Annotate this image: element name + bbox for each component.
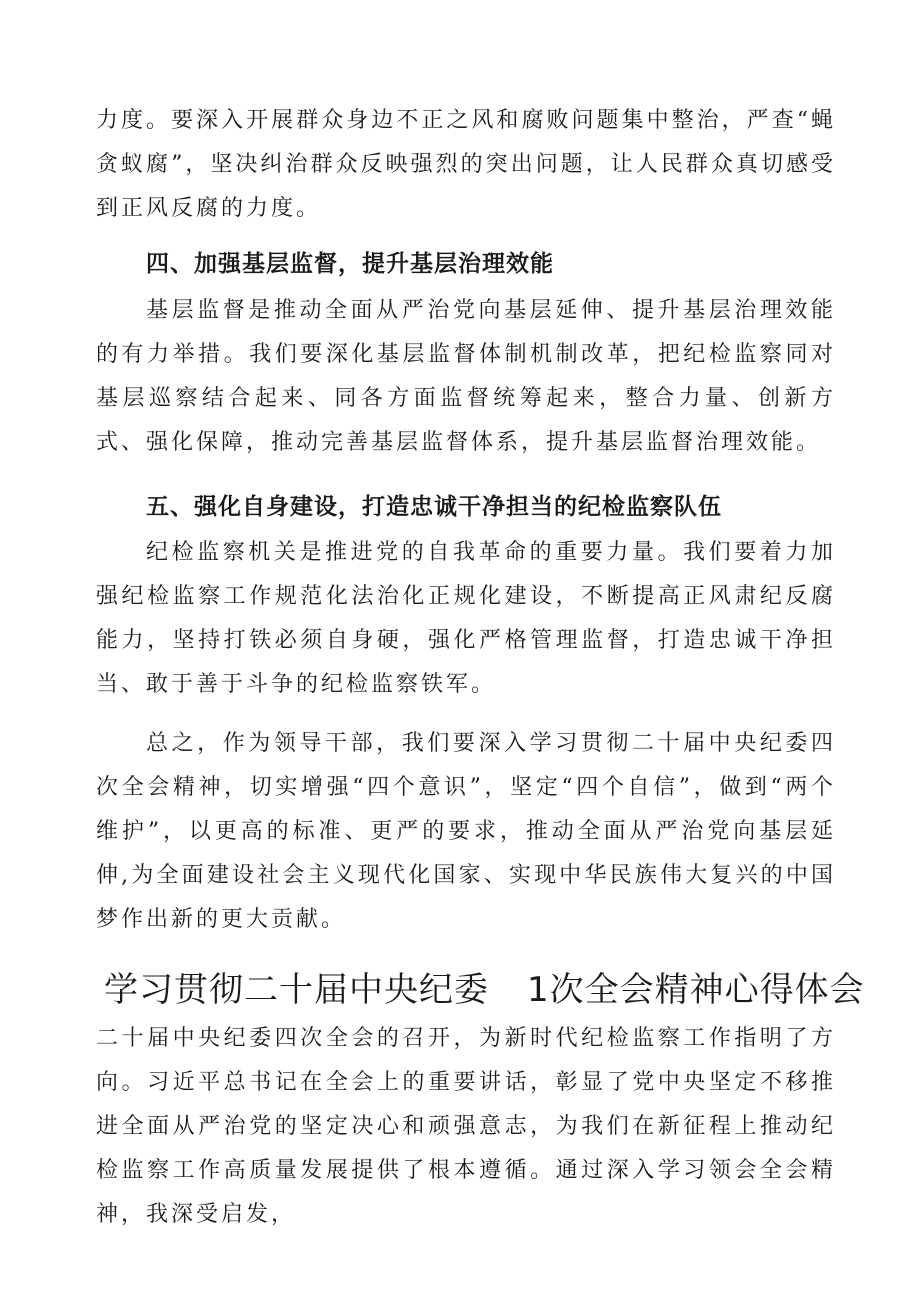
section-three-tail-paragraph: 力度。要深入开展群众身边不正之风和腐败问题集中整治，严查“蝇贪蚁腐”，坚决纠治群众反映强烈的突出问题，让人民群众真切感受到正风反腐的力度。 (96, 108, 836, 221)
section-five-heading: 五、强化自身建设，打造忠诚干净担当的纪检监察队伍 (146, 494, 722, 520)
section-four-heading: 四、加强基层监督，提升基层治理效能 (146, 251, 554, 277)
next-article-title-part2: 1次全会精神心得体会 (527, 970, 865, 1010)
next-article-title-part1: 学习贯彻二十届中央纪委 (104, 970, 489, 1010)
next-article-intro-paragraph: 二十届中央纪委四次全会的召开，为新时代纪检监察工作指明了方向。习近平总书记在全会上的重要讲话，彰显了党中央坚定不移推进全面从严治党的坚定决心和顽强意志，为我们在新征程上推动纪检监察工作高质量发展提供了根本遵循。通过深入学习领会全会精神，我深受启发， (96, 1026, 836, 1227)
conclusion-paragraph: 总之，作为领导干部，我们要深入学习贯彻二十届中央纪委四次全会精神，切实增强“四个意识”，坚定“四个自信”，做到“两个维护”，以更高的标准、更严的要求，推动全面从严治党向基层延伸,为全面建设社会主义现代化国家、实现中华民族伟大复兴的中国梦作出新的更大贡献。 (96, 731, 836, 932)
section-five-paragraph: 纪检监察机关是推进党的自我革命的重要力量。我们要着力加强纪检监察工作规范化法治化正规化建设，不断提高正风肃纪反腐能力，坚持打铁必须自身硬，强化严格管理监督，打造忠诚干净担当、敢于善于斗争的纪检监察铁军。 (96, 540, 836, 697)
next-article-title (104, 962, 865, 1011)
section-four-paragraph: 基层监督是推动全面从严治党向基层延伸、提升基层治理效能的有力举措。我们要深化基层监督体制机制改革，把纪检监察同对基层巡察结合起来、同各方面监督统筹起来，整合力量、创新方式、强化保障，推动完善基层监督体系，提升基层监督治理效能。 (96, 298, 836, 455)
